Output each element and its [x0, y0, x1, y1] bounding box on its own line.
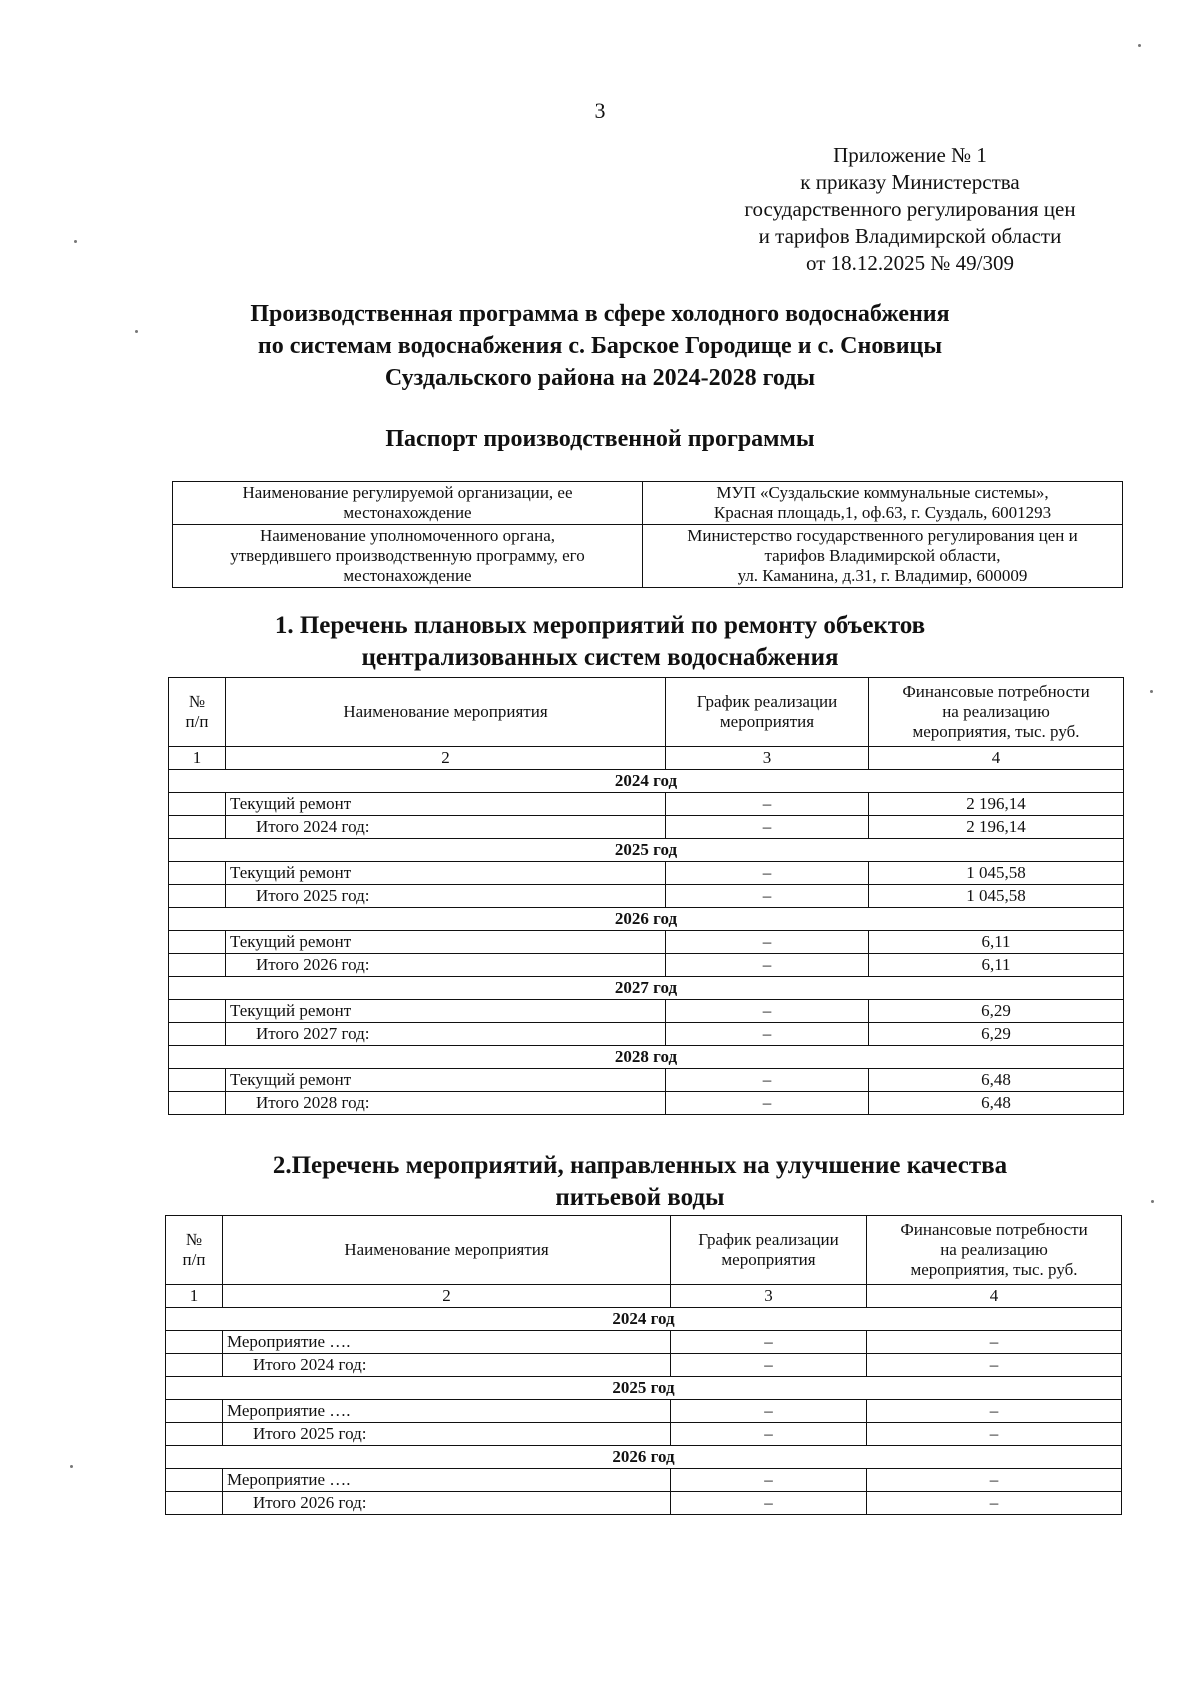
repair-measures-table — [168, 677, 1124, 1115]
title-line: по системам водоснабжения с. Барское Городище и с. Сновицы — [257, 333, 943, 359]
finance-cell: 1 045,58 — [869, 885, 1124, 908]
schedule-cell: – — [666, 1023, 869, 1046]
scan-speck — [1150, 690, 1153, 693]
schedule-cell: – — [671, 1354, 867, 1377]
schedule-cell: – — [671, 1331, 867, 1354]
col-number: 4 — [867, 1285, 1122, 1308]
section2-title — [200, 1150, 1080, 1214]
table-row — [169, 1000, 1124, 1023]
value-line: МУП «Суздальские коммунальные системы», — [716, 483, 1049, 502]
total-label: Итого 2028 год: — [226, 1092, 666, 1115]
finance-cell: – — [867, 1423, 1122, 1446]
appendix-line: к приказу Министерства — [800, 170, 1020, 194]
header-name: Наименование мероприятия — [226, 678, 666, 747]
measure-name: Текущий ремонт — [226, 931, 666, 954]
finance-cell: 2 196,14 — [869, 816, 1124, 839]
header-num: № п/п — [169, 678, 226, 747]
finance-cell: 2 196,14 — [869, 793, 1124, 816]
scan-speck — [1138, 44, 1141, 47]
table-header-row — [166, 1216, 1122, 1285]
year-row: 2025 год — [169, 839, 1124, 862]
label-line: Наименование регулируемой организации, ее — [242, 483, 573, 502]
total-row — [169, 1023, 1124, 1046]
total-label: Итого 2026 год: — [223, 1492, 671, 1515]
title-line: централизованных систем водоснабжения — [361, 644, 839, 671]
title-line: 1. Перечень плановых мероприятий по ремонту объектов — [274, 612, 926, 639]
passport-value — [643, 525, 1123, 588]
schedule-cell: – — [666, 885, 869, 908]
page-number: 3 — [594, 98, 606, 123]
header-finance: Финансовые потребности на реализацию мероприятия, тыс. руб. — [867, 1216, 1122, 1285]
year-row: 2027 год — [169, 977, 1124, 1000]
passport-row — [173, 482, 1123, 525]
year-row: 2026 год — [169, 908, 1124, 931]
col-number: 2 — [223, 1285, 671, 1308]
total-label: Итого 2025 год: — [226, 885, 666, 908]
schedule-cell: – — [666, 1092, 869, 1115]
title-line: питьевой воды — [555, 1184, 725, 1211]
value-line: ул. Каманина, д.31, г. Владимир, 600009 — [737, 566, 1028, 585]
total-row — [169, 885, 1124, 908]
total-row — [166, 1354, 1122, 1377]
label-line: местонахождение — [343, 503, 472, 522]
scan-speck — [74, 240, 77, 243]
table-row — [169, 931, 1124, 954]
label-line: утвердившего производственную программу, его — [230, 546, 585, 565]
schedule-cell: – — [671, 1400, 867, 1423]
passport-row — [173, 525, 1123, 588]
finance-cell: 6,48 — [869, 1069, 1124, 1092]
finance-cell: – — [867, 1354, 1122, 1377]
schedule-cell: – — [666, 862, 869, 885]
label-line: местонахождение — [343, 566, 472, 585]
appendix-line: и тарифов Владимирской области — [758, 224, 1062, 248]
title-line: Суздальского района на 2024-2028 годы — [384, 365, 816, 391]
scan-speck — [1151, 1200, 1154, 1203]
schedule-cell: – — [671, 1469, 867, 1492]
schedule-cell: – — [666, 931, 869, 954]
table-row — [169, 862, 1124, 885]
column-number-row — [169, 747, 1124, 770]
water-quality-measures-table — [165, 1215, 1122, 1515]
finance-cell: 1 045,58 — [869, 862, 1124, 885]
schedule-cell: – — [666, 816, 869, 839]
year-row: 2026 год — [166, 1446, 1122, 1469]
section1-title — [150, 610, 1050, 674]
measure-name: Текущий ремонт — [226, 1000, 666, 1023]
measure-name: Мероприятие …. — [223, 1400, 671, 1423]
value-line: тарифов Владимирской области, — [764, 546, 1001, 565]
total-label: Итого 2026 год: — [226, 954, 666, 977]
passport-table — [172, 481, 1123, 588]
total-label: Итого 2025 год: — [223, 1423, 671, 1446]
finance-cell: – — [867, 1492, 1122, 1515]
table-header-row — [169, 678, 1124, 747]
title-line: 2.Перечень мероприятий, направленных на улучшение качества — [272, 1152, 1008, 1179]
total-row — [166, 1423, 1122, 1446]
label-line: Наименование уполномоченного органа, — [259, 526, 556, 545]
measure-name: Текущий ремонт — [226, 862, 666, 885]
finance-cell: 6,11 — [869, 954, 1124, 977]
passport-value — [643, 482, 1123, 525]
schedule-cell: – — [666, 1069, 869, 1092]
appendix-line: государственного регулирования цен — [744, 197, 1076, 221]
total-row — [169, 816, 1124, 839]
title-line: Производственная программа в сфере холодного водоснабжения — [250, 301, 950, 327]
header-schedule: График реализации мероприятия — [666, 678, 869, 747]
table-row — [169, 1069, 1124, 1092]
table-row — [166, 1469, 1122, 1492]
value-line: Красная площадь,1, оф.63, г. Суздаль, 6001293 — [713, 503, 1052, 522]
measure-name: Мероприятие …. — [223, 1469, 671, 1492]
header-num: № п/п — [166, 1216, 223, 1285]
document-title — [160, 298, 1040, 394]
col-number: 4 — [869, 747, 1124, 770]
passport-label — [173, 525, 643, 588]
col-number: 1 — [169, 747, 226, 770]
col-number: 1 — [166, 1285, 223, 1308]
year-row: 2024 год — [166, 1308, 1122, 1331]
finance-cell: 6,29 — [869, 1023, 1124, 1046]
total-label: Итого 2024 год: — [223, 1354, 671, 1377]
appendix-line: Приложение № 1 — [833, 143, 987, 167]
column-number-row — [166, 1285, 1122, 1308]
value-line: Министерство государственного регулирования цен и — [687, 526, 1078, 545]
finance-cell: – — [867, 1469, 1122, 1492]
col-number: 2 — [226, 747, 666, 770]
measure-name: Текущий ремонт — [226, 1069, 666, 1092]
schedule-cell: – — [666, 1000, 869, 1023]
header-schedule: График реализации мероприятия — [671, 1216, 867, 1285]
schedule-cell: – — [666, 954, 869, 977]
finance-cell: 6,48 — [869, 1092, 1124, 1115]
passport-label — [173, 482, 643, 525]
year-row: 2028 год — [169, 1046, 1124, 1069]
appendix-line: от 18.12.2025 № 49/309 — [805, 251, 1015, 275]
measure-name: Текущий ремонт — [226, 793, 666, 816]
schedule-cell: – — [671, 1423, 867, 1446]
total-label: Итого 2024 год: — [226, 816, 666, 839]
col-number: 3 — [671, 1285, 867, 1308]
header-name: Наименование мероприятия — [223, 1216, 671, 1285]
schedule-cell: – — [666, 793, 869, 816]
appendix-block — [700, 142, 1120, 277]
year-row: 2024 год — [169, 770, 1124, 793]
table-row — [169, 793, 1124, 816]
scan-speck — [70, 1465, 73, 1468]
year-row: 2025 год — [166, 1377, 1122, 1400]
finance-cell: – — [867, 1400, 1122, 1423]
total-row — [169, 954, 1124, 977]
scan-speck — [135, 330, 138, 333]
total-row — [166, 1492, 1122, 1515]
total-label: Итого 2027 год: — [226, 1023, 666, 1046]
finance-cell: 6,11 — [869, 931, 1124, 954]
total-row — [169, 1092, 1124, 1115]
schedule-cell: – — [671, 1492, 867, 1515]
table-row — [166, 1331, 1122, 1354]
table-row — [166, 1400, 1122, 1423]
col-number: 3 — [666, 747, 869, 770]
finance-cell: – — [867, 1331, 1122, 1354]
finance-cell: 6,29 — [869, 1000, 1124, 1023]
passport-title: Паспорт производственной программы — [385, 426, 815, 452]
measure-name: Мероприятие …. — [223, 1331, 671, 1354]
header-finance: Финансовые потребности на реализацию мероприятия, тыс. руб. — [869, 678, 1124, 747]
